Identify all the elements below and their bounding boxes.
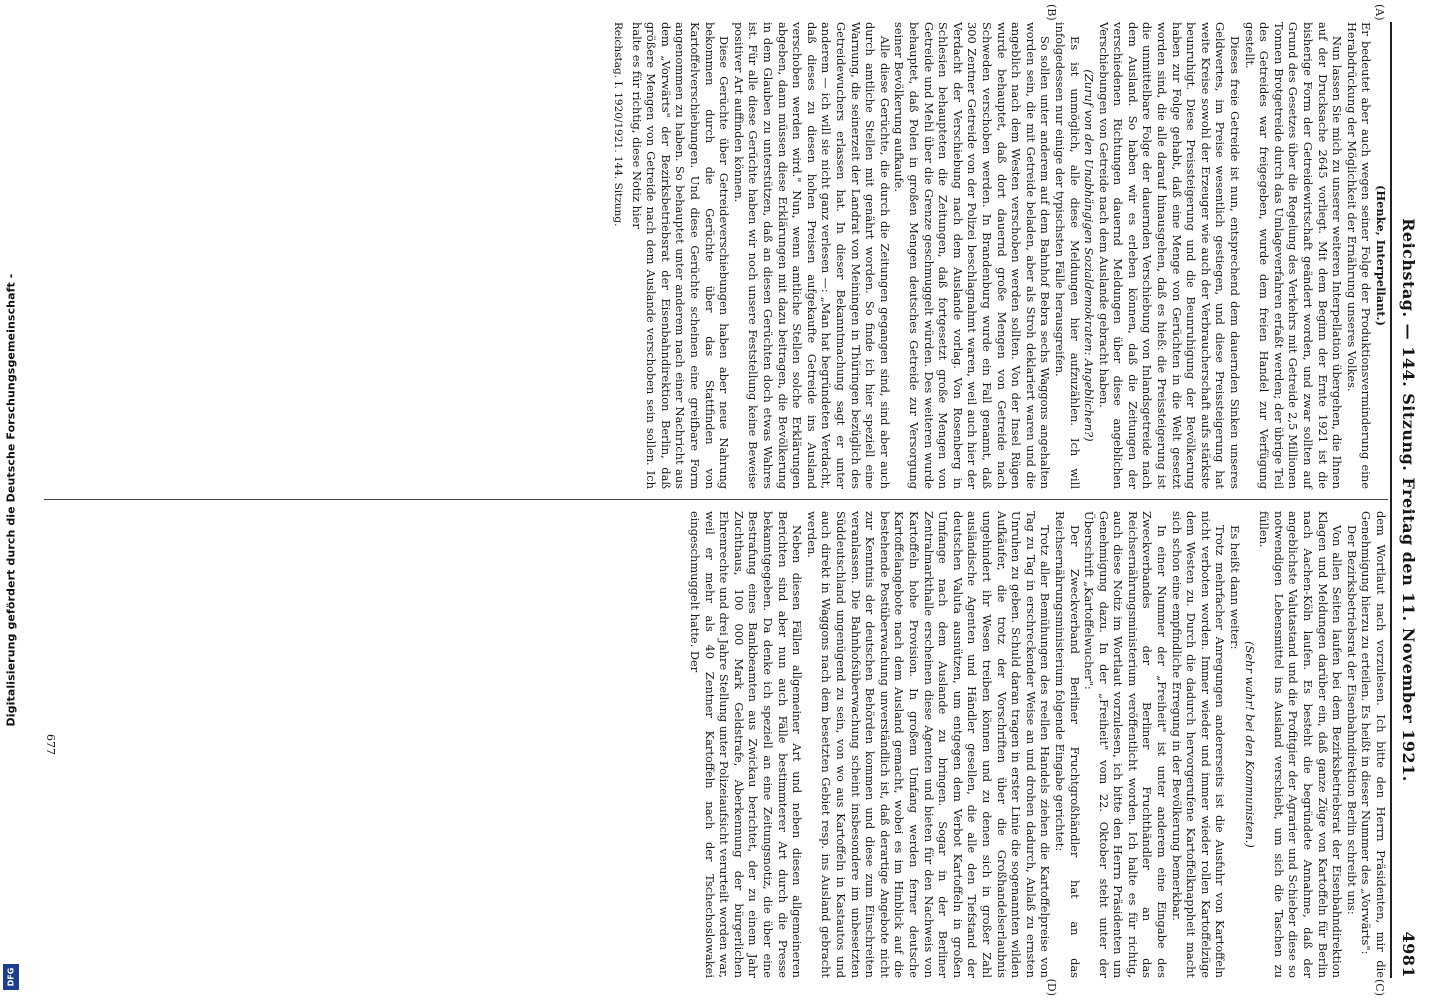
page-number: 4981 — [1399, 931, 1418, 978]
digitization-sidebar — [0, 0, 22, 1000]
interjection: (Zuruf von den Unabhängigen Sozialdemokraten: Angeblichen?) — [1082, 69, 1097, 442]
header-title: Reichstag. — 144. Sitzung. Freitag den 11. November 1921. — [1399, 218, 1418, 782]
interjection: (Sehr wahr! bei den Kommunisten.) — [1242, 641, 1257, 848]
right-column — [36, 511, 1388, 996]
paragraph: Es ist unmöglich, alle diese Meldungen hier aufzuzählen. Ich will infolgedessen nur einige der typischsten Fälle herausgreifen. — [1052, 22, 1082, 489]
text-columns — [36, 4, 1388, 996]
folio-number: 677 — [43, 734, 57, 755]
quoted-paragraph: Von allen Seiten laufen bei dem Bezirksbetriebsrat der Eisenbahndirektion Klagen und Meldungen darüber ein, daß ganze Züge von Kartoffeln für Berlin nach Aachen-Köln laufen. Es besteht die begründete Annahme, daß der angeblichste Valutastand und die Profitgier der Agrarier und Schieber diese so notwendigen Lebensmittel ins Ausland verschiebt, um sich die Taschen zu füllen. — [1257, 511, 1345, 978]
paragraph: Es heißt dann weiter: — [1228, 525, 1243, 650]
dfg-logo-text: DFG — [6, 967, 16, 987]
paragraph: Nun lassen Sie mich zu unserer weiteren Interpellation übergehen, die Ihnen auf der Drucksache 2645 vorliegt. Mit dem Beginn der Ernte 1921 ist die bisherige Form der Getreidewirtschaft geändert worden, und zwar sollten auf Grund des Gesetzes über die Regelung des Verkehrs mit Getreide 2,5 Millionen Tonnen Brotgetreide durch das Umlageverfahren erfaßt werden; der übrige Teil des Getreides war freigegeben, wurde dem freien Handel zur Verfügung gestellt. — [1242, 22, 1345, 489]
digitization-credit: Digitalisierung gefördert durch die Deutsche Forschungsgemeinschaft - — [4, 273, 18, 727]
dfg-logo — [3, 964, 19, 990]
paragraph: Er bedeutet aber auch wegen seiner Folge der Produktionsverminderung eine Herabdrückung der Möglichkeit der Ernährung unseres Volkes. — [1344, 22, 1374, 489]
session-footer: Reichstag. I. 1920/1921. 144. Sitzung. — [612, 22, 625, 227]
document-page — [28, 0, 1434, 1000]
speaker-line: (Henke, Interpellant.) — [1374, 184, 1388, 326]
paragraph: Neben diesen Fällen allgemeiner Art und neben diesen allgemeineren Berichten sind aber nun auch Fälle bestimmterer Art durch die Presse bekanntgegeben. Da denke ich speziell an eine Zeitungsnotiz, die über eine Bestrafung eines Bankbeamten aus Zwickau berichtet, der zu einem Jahr Zuchthaus, 100 000 Mark Geldstrafe, Aberkennung der bürgerlichen Ehrenrechte und drei Jahre Stellung unter Polizeiaufsicht verurteilt worden war, weil er mehr als 40 Zentner Kartoffeln nach der Tschechoslowakei eingeschmuggelt hatte. Der — [688, 511, 805, 978]
paragraph: Der Bezirksbetriebsrat der Eisenbahndirektion Berlin schreibt uns: — [1344, 525, 1359, 915]
paragraph: Alle diese Gerüchte, die durch die Zeitungen gegangen sind, sind aber auch durch amtliche Stellen mit genährt worden. So finde ich hier speziell eine Warnung, die seinerzeit der Landrat von Meiningen in Thüringen bezüglich des Getreidewuchers erlassen hat. In dieser Bekanntmachung sagt er unter anderem — ich will sie nicht ganz verlesen —: „Man hat begründeten Verdacht, daß dieses zu diesen hohen Preisen aufgekaufte Getreide ins Ausland verschoben werden wird." Nun, wenn amtliche Stellen solche Erklärungen abgeben, dann müssen diese Erklärungen mit dazu beitragen, die Bevölkerung in dem Glauben zu unterstützen, daß an diesen Gerüchten doch etwas Wahres ist. Für alle diese Gerüchte haben wir noch unsere Feststellung keine Beweise positiver Art auffinden können. — [731, 22, 892, 489]
paragraph: So sollen unter anderem auf dem Bahnhof Bebra sechs Waggons angehalten worden sein, die mit Getreide beladen, aber als Stroh deklariert waren und die angeblich nach dem Westen verschoben werden sollten. Von der Insel Rügen wurde behauptet, daß dort dauernd große Mengen von Getreide nach Schweden verschoben werden. In Brandenburg wurde ein Fall genannt, daß 300 Zentner Getreide von der Polizei beschlagnahmt waren, weil auch hier der Verdacht der Verschiebung nach dem Auslande vorlag. Von Rosenberg in Schlesien behaupteten die Zeitungen, daß fortgesetzt große Mengen von Getreide und Mehl über die Grenze geschmuggelt würden. Des weiteren wurde behauptet, daß Polen in großen Mengen deutsches Getreide zur Versorgung seiner Bevölkerung aufkaufe. — [892, 22, 1053, 489]
quoted-paragraph: Trotz aller Bemühungen des reellen Handels ziehen die Kartoffelpreise von Tag zu Tag in erschreckender Weise an und drohen dadurch, Anlaß zu ernsten Unruhen zu geben. Schuld daran tragen in erster Linie die sogenannten wilden Aufkäufer, die trotz der Vorschriften über die Großhandelserlaubnis ungehindert ihr Wesen treiben können und zu denen sich in großer Zahl ausländische Agenten und Händler gesellen, die alle den Tiefstand der deutschen Valuta ausnützen, um entgegen dem Verbot Kartoffeln in großen Umfange nach dem Auslande zu bringen. Sogar in der Berliner Zentralmarkthalle erscheinen diese Agenten und bieten für den Nachweis von Kartoffeln hohe Provision. In großem Umfang werden ferner deutsche Kartoffelangebote nach dem Ausland gemacht, wobei es im Hinblick auf die bestehende Postüberwachung unverständlich ist, daß derartige Angebote nicht zur Kenntnis der deutschen Behörden kommen und diese zum Einschreiten veranlassen. Die Bahnhofsüberwachung scheint insbesondere im unbesetzten Süddeutschland ungenügend zu sein, von wo aus Kartoffeln in Kastautos und auch direkt in Waggons nach dem besetzten Gebiet resp. ins Ausland gebracht werden. — [804, 511, 1053, 978]
paragraph: dem Wortlaut nach vorzulesen. Ich bitte den Herrn Präsidenten, mir die Genehmigung hierzu zu erteilen. Es heißt in dieser Nummer des „Vorwärts": — [1359, 511, 1388, 978]
margin-mark-d: (D) — [1045, 978, 1058, 996]
running-header — [1390, 22, 1422, 978]
margin-mark-a: (A) — [1373, 4, 1386, 21]
quoted-paragraph: Der Zweckverband Berliner Fruchtgroßhändler hat an das Reichsernährungsministerium folgende Eingabe gerichtet: — [1052, 511, 1082, 978]
paragraph: Diese Gerüchte über Getreideverschiebungen haben aber neue Nahrung bekommen durch die Gerüchte über das Stattfinden von Kartoffelverschiebungen. Und diese Gerüchte scheinen eine greifbare Form angenommen zu haben. So behauptet unter anderem nach einer Nachricht aus dem „Vorwärts" der Bezirksbetriebsrat der Eisenbahndirektion Berlin, daß größere Mengen von Getreide nach dem Auslande verschoben sein sollen. Ich halte es für richtig, diese Notiz hier — [629, 22, 732, 489]
column-divider — [44, 499, 1388, 500]
left-column — [36, 4, 1388, 489]
margin-mark-c: (C) — [1373, 979, 1386, 996]
paragraph: Dieses freie Getreide ist nun, entsprechend dem dauernden Sinken unseres Geldwertes, im Preise wesentlich gestiegen, und diese Preissteigerung hat weite Kreise sowohl der Erzeuger wie auch der Verbraucherschaft aufs stärkste beunruhigt. Diese Preissteigerung und die Beunruhigung der Bevölkerung haben zur Folge gehabt, daß eine Menge von Gerüchten in die Welt gesetzt worden sind, die alle darauf hinausgehen, daß es hieß: die Preissteigerung ist die unmittelbare Folge der dauernden Verschiebung von Inlandsgetreide nach dem Ausland. So haben wir es erleben können, daß die Zeitungen der verschiedenen Richtungen dauernd Meldungen über diese angeblichen Verschiebungen von Getreide nach dem Auslande gebracht haben. — [1096, 22, 1243, 489]
margin-mark-b: (B) — [1045, 4, 1058, 21]
quoted-paragraph: Trotz mehrfacher Anregungen andererseits ist die Ausfuhr von Kartoffeln nicht verboten worden. Immer wieder und immer wieder rollen Kartoffelzüge dem Westen zu. Durch die dadurch hervorgerufene Kartoffelknappheit macht sich schon eine empfindliche Erregung in der Bevölkerung bemerkbar. — [1169, 511, 1228, 978]
paragraph: In einer Nummer der „Freiheit" ist unter anderem eine Eingabe des Zweckverbandes der Berliner Fruchthändler an das Reichsernährungsministerium veröffentlicht worden. Ich halte es für richtig, auch diese Notiz im Wortlaut vorzulesen, ich bitte den Herrn Präsidenten um Genehmigung dazu. In der „Freiheit" vom 22. Oktober steht unter der Überschrift „Kartoffelwucher": — [1082, 511, 1170, 978]
scanned-sheet — [28, 0, 1434, 1000]
